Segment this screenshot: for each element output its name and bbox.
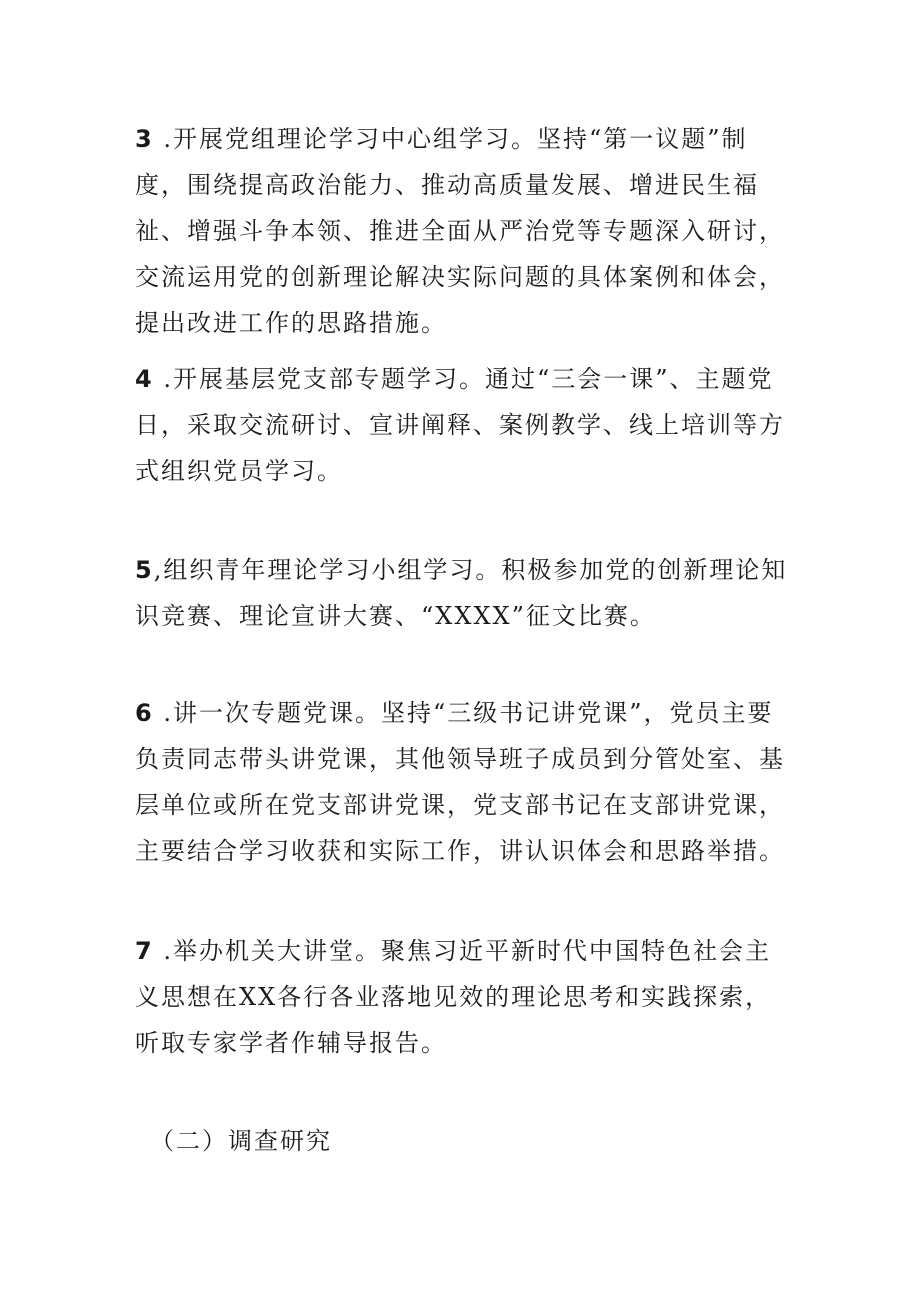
paragraph-item-4 [135,356,795,494]
paragraph-text: .开展党组理论学习中心组学习。坚持“第一议题”制度，围绕提高政治能力、推动高质量发展、增进民生福祉、增强斗争本领、推进全面从严治党等专题深入研讨，交流运用党的创新理论解决实际问题的具体案例和体会，提出改进工作的思路措施。 [135,125,785,337]
section-heading: （二）调查研究 [150,1127,332,1155]
paragraph-item-6 [135,690,795,874]
paragraph-number: 7 [135,937,154,965]
paragraph-text: .开展基层党支部专题学习。通过“三会一课”、主题党日，采取交流研讨、宣讲阐释、案例教学、线上培训等方式组织党员学习。 [135,365,785,485]
paragraph-number: 4 [135,365,154,393]
paragraph-item-3 [135,116,795,346]
paragraph-number: 3 [135,125,154,153]
paragraph-number: 5 [135,556,154,584]
paragraph-text: .讲一次专题党课。坚持“三级书记讲党课”，党员主要负责同志带头讲党课，其他领导班子成员到分管处室、基层单位或所在党支部讲党课，党支部书记在支部讲党课，主要结合学习收获和实际工作，讲认识体会和思路举措。 [135,699,785,865]
paragraph-text: ,组织青年理论学习小组学习。积极参加党的创新理论知识竞赛、理论宣讲大赛、“XXXX”征文比赛。 [135,556,788,630]
paragraph-item-7 [135,928,795,1066]
paragraph-item-5 [135,547,795,639]
paragraph-number: 6 [135,699,154,727]
paragraph-text: .举办机关大讲堂。聚焦习近平新时代中国特色社会主义思想在XX各行各业落地见效的理论思考和实践探索，听取专家学者作辅导报告。 [135,937,772,1057]
